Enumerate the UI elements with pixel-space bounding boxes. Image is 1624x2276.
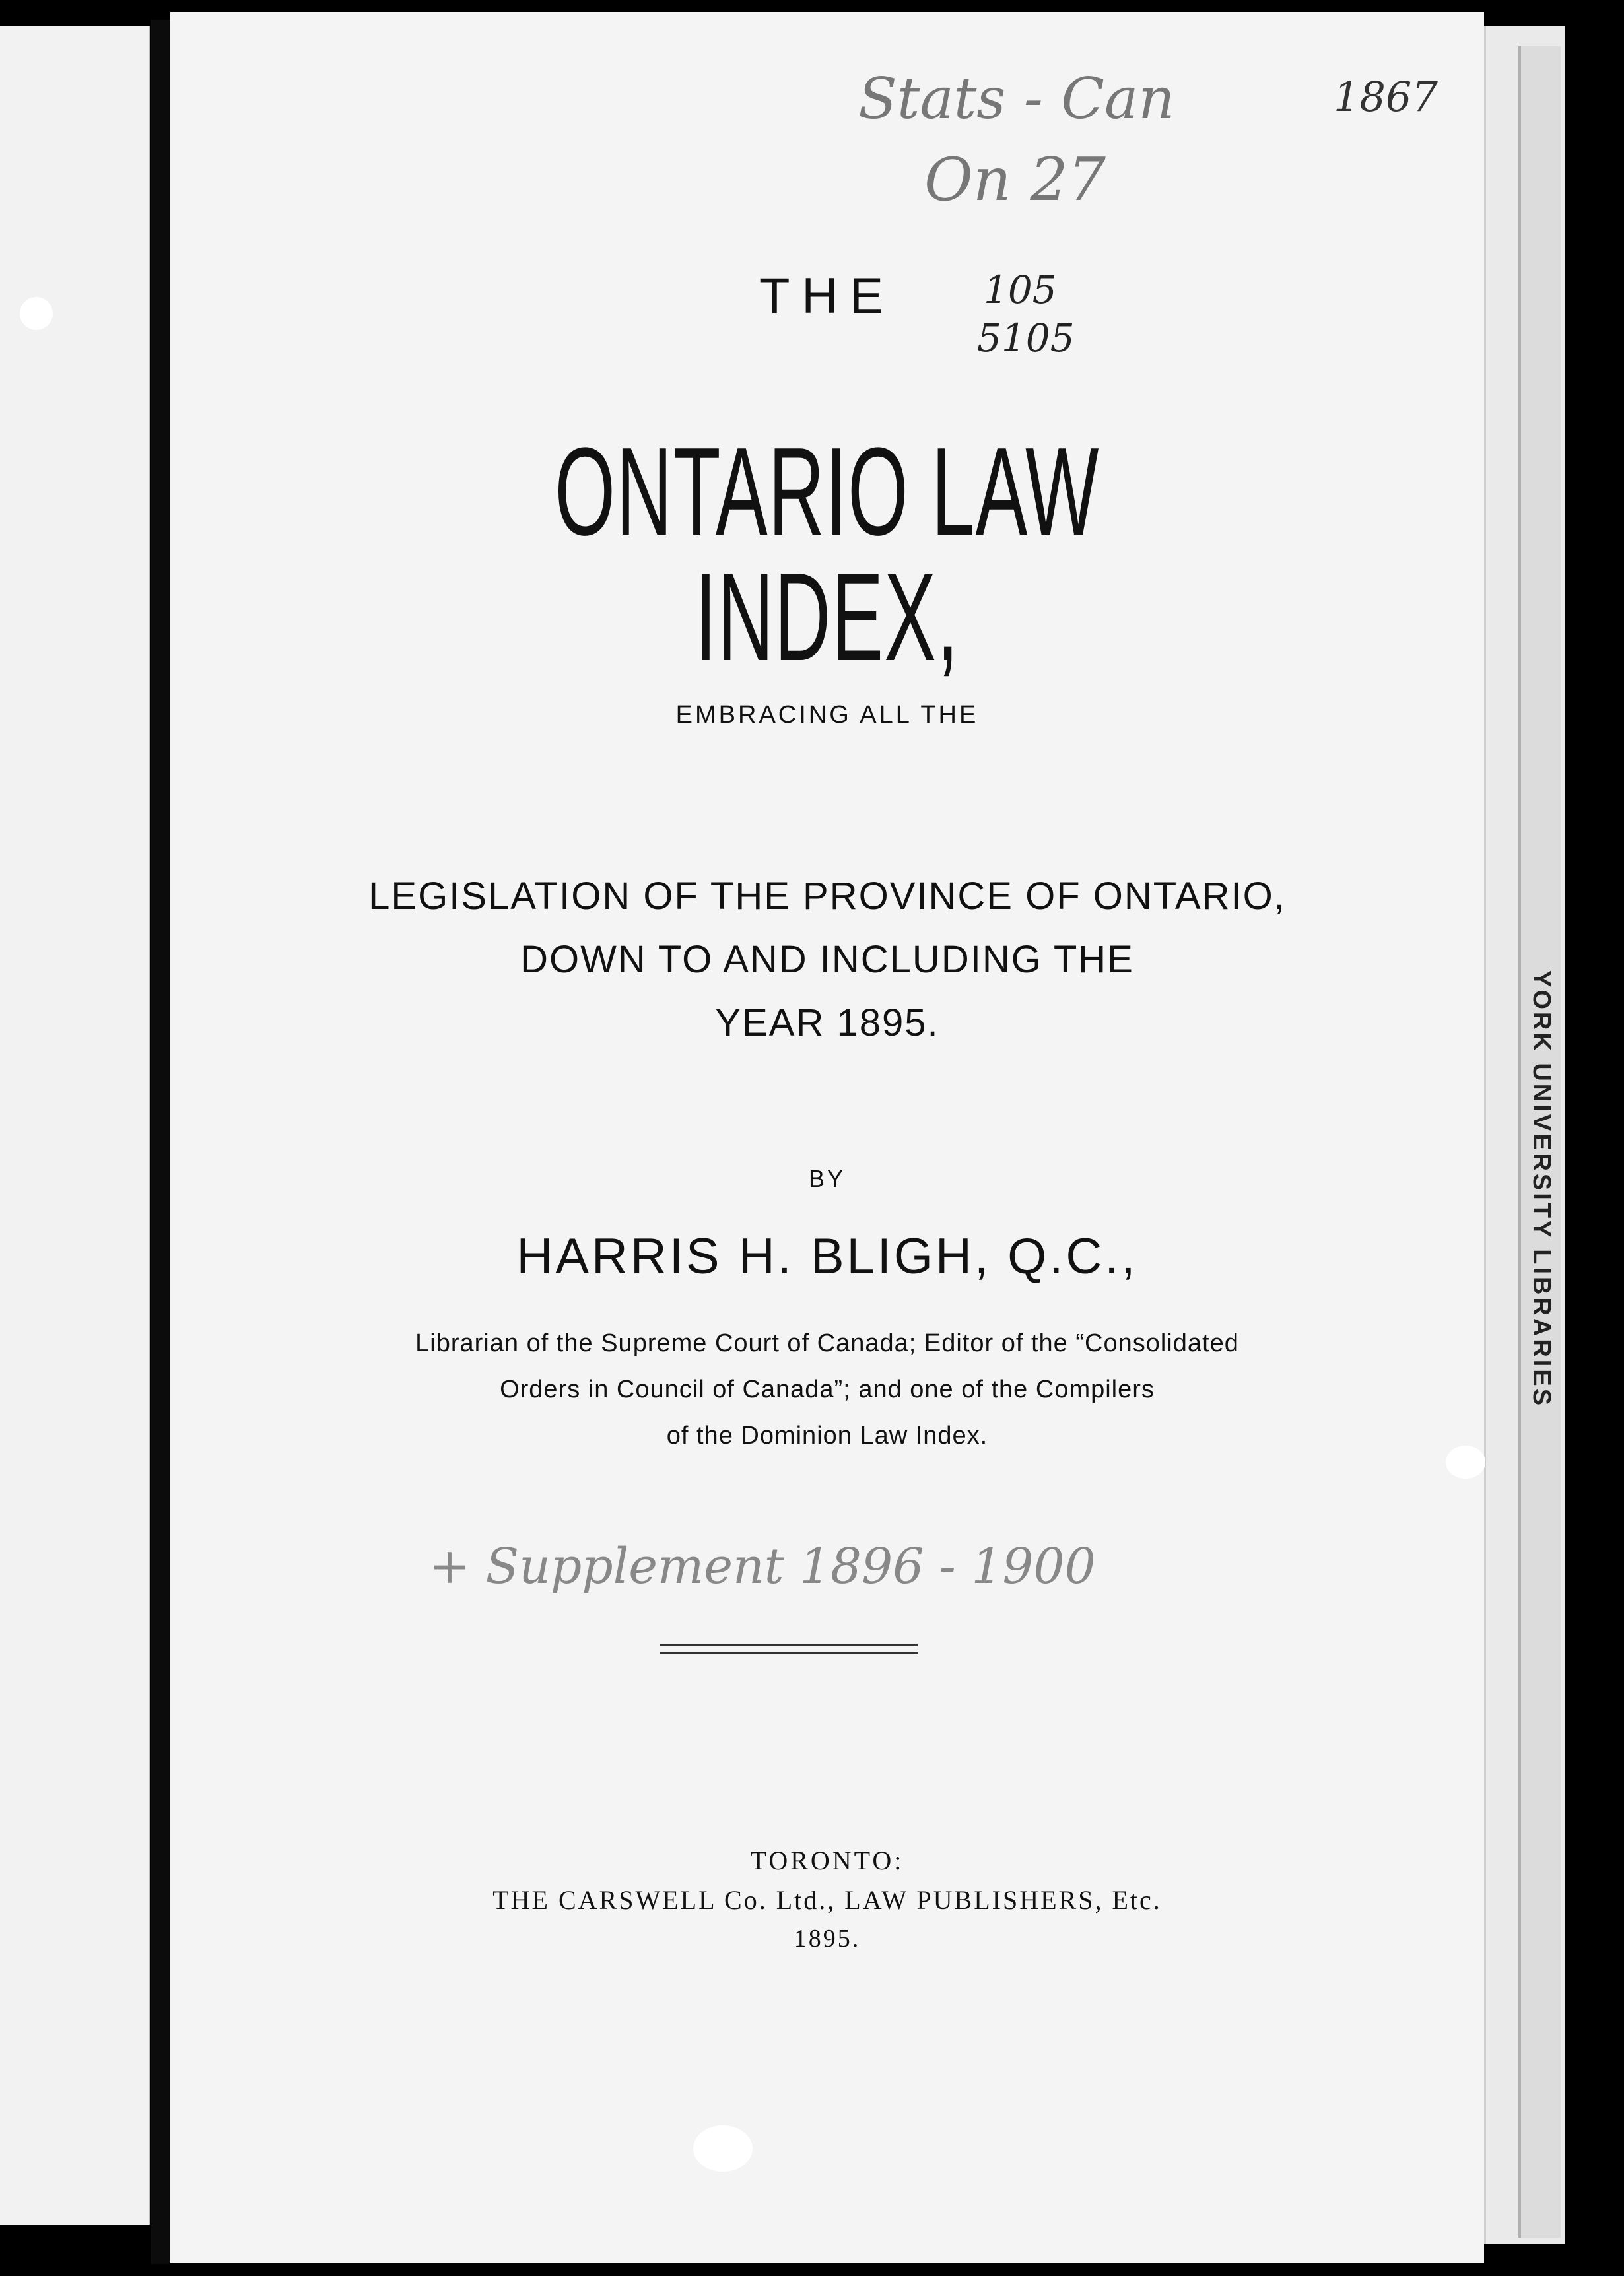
subtitle-intro: EMBRACING ALL THE <box>675 701 979 729</box>
byline: BY <box>808 1165 846 1192</box>
imprint-year: 1895. <box>794 1925 861 1953</box>
handwritten-supplement-note: + Supplement 1896 - 1900 <box>429 1538 1096 1595</box>
imprint-publisher: THE CARSWELL Co. Ltd., LAW PUBLISHERS, Etc. <box>492 1885 1162 1915</box>
subtitle-line: DOWN TO AND INCLUDING THE <box>520 938 1134 981</box>
handwritten-note-top: Stats - Can <box>858 66 1175 132</box>
paper-blemish <box>20 297 53 330</box>
paper-blemish <box>693 2125 753 2172</box>
credentials-line: of the Dominion Law Index. <box>666 1422 988 1450</box>
handwritten-catalog-number-2: 5105 <box>977 316 1075 360</box>
gutter-shadow <box>151 20 170 2264</box>
decorative-rule <box>660 1644 918 1654</box>
imprint-city: TORONTO: <box>750 1846 904 1875</box>
book-title: ONTARIO LAW INDEX, <box>555 422 1100 687</box>
handwritten-corner-number: 1867 <box>1334 73 1438 121</box>
paper-blemish <box>1446 1446 1485 1479</box>
credentials-line: Orders in Council of Canada”; and one of the Compilers <box>500 1376 1155 1403</box>
credentials-line: Librarian of the Supreme Court of Canada; Editor of the “Consolidated <box>415 1329 1239 1357</box>
author-name: HARRIS H. BLIGH, Q.C., <box>516 1228 1138 1285</box>
handwritten-note-top-2: On 27 <box>924 145 1106 215</box>
spine-label: YORK UNIVERSITY LIBRARIES <box>1528 970 1555 1409</box>
handwritten-catalog-number: 105 <box>984 267 1057 312</box>
subtitle-line: YEAR 1895. <box>715 1001 939 1044</box>
title-article: THE <box>759 268 895 324</box>
subtitle-line: LEGISLATION OF THE PROVINCE OF ONTARIO, <box>368 875 1286 918</box>
adjacent-page-edge <box>0 26 150 2225</box>
author-credentials <box>170 1320 1484 1459</box>
subtitle <box>170 865 1484 1055</box>
